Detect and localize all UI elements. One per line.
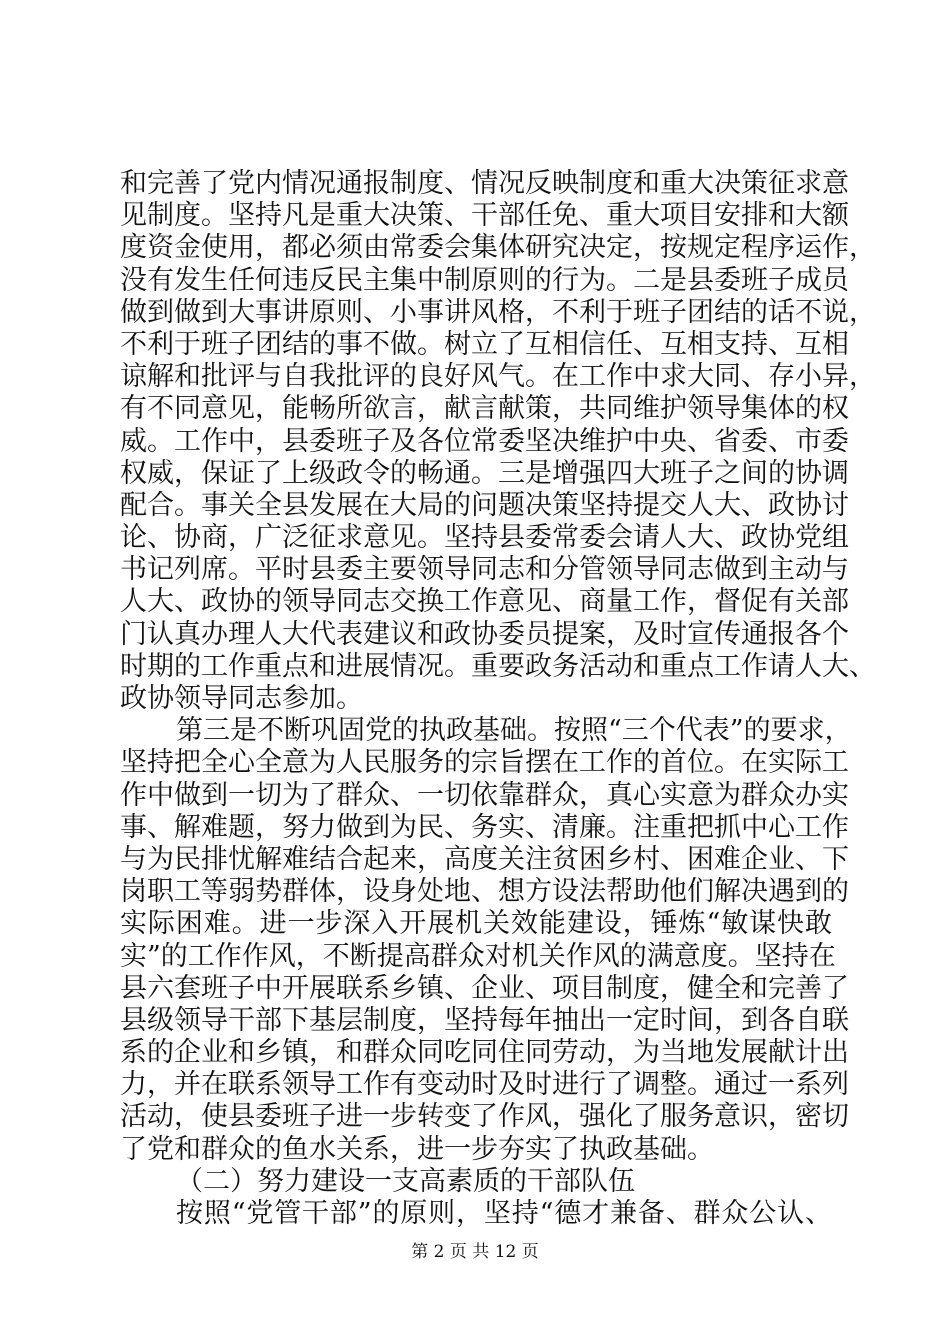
text-line: 事、解难题，努力做到为民、务实、清廉。注重把抓中心工作: [120, 811, 849, 843]
paragraph-first-line: 第三是不断巩固党的执政基础。按照“三个代表”的要求，: [176, 715, 852, 747]
text-line: 坚持把全心全意为人民服务的宗旨摆在工作的首位。在实际工: [120, 747, 849, 779]
text-line: 谅解和批评与自我批评的良好风气。在工作中求大同、存小异，: [120, 361, 876, 393]
text-line: 时期的工作重点和进展情况。重要政务活动和重点工作请人大、: [120, 650, 876, 682]
text-line: 做到做到大事讲原则、小事讲风格，不利于班子团结的话不说，: [120, 296, 876, 328]
paragraph-first-line: 按照“党管干部”的原则，坚持“德才兼备、群众公认、: [176, 1198, 832, 1229]
body-text: [120, 168, 876, 1230]
section-heading: （二）努力建设一支高素质的干部队伍: [176, 1165, 635, 1197]
text-line: 和完善了党内情况通报制度、情况反映制度和重大决策征求意: [120, 168, 849, 199]
text-line: 实”的工作作风，不断提高群众对机关作风的满意度。坚持在: [120, 940, 836, 972]
text-line: 作中做到一切为了群众、一切依靠群众，真心实意为群众办实: [120, 779, 849, 811]
text-line: 门认真办理人大代表建议和政协委员提案，及时宣传通报各个: [120, 618, 849, 650]
text-line: 县六套班子中开展联系乡镇、企业、项目制度，健全和完善了: [120, 972, 849, 1004]
text-line: 系的企业和乡镇，和群众同吃同住同劳动，为当地发展献计出: [120, 1037, 849, 1069]
text-line: 书记列席。平时县委主要领导同志和分管领导同志做到主动与: [120, 554, 849, 586]
text-line: 不利于班子团结的事不做。树立了互相信任、互相支持、互相: [120, 328, 849, 360]
text-line: 度资金使用，都必须由常委会集体研究决定，按规定程序运作，: [120, 232, 876, 264]
text-line: 论、协商，广泛征求意见。坚持县委常委会请人大、政协党组: [120, 522, 849, 554]
text-line: 威。工作中，县委班子及各位常委坚决维护中央、省委、市委: [120, 425, 849, 457]
paragraph-end-line: 了党和群众的鱼水关系，进一步夯实了执政基础。: [120, 1133, 714, 1165]
text-line: 岗职工等弱势群体，设身处地、想方设法帮助他们解决遇到的: [120, 876, 849, 908]
text-line: 有不同意见，能畅所欲言，献言献策，共同维护领导集体的权: [120, 393, 849, 425]
paragraph-end-line: 政协领导同志参加。: [120, 683, 363, 714]
text-line: 县级领导干部下基层制度，坚持每年抽出一定时间，到各自联: [120, 1004, 849, 1036]
text-line: 配合。事关全县发展在大局的问题决策坚持提交人大、政协讨: [120, 489, 849, 521]
page-footer: 第 2 页 共 12 页: [411, 1242, 539, 1262]
text-line: 活动，使县委班子进一步转变了作风，强化了服务意识，密切: [120, 1101, 849, 1133]
text-line: 见制度。坚持凡是重大决策、干部任免、重大项目安排和大额: [120, 200, 849, 232]
text-line: 权威，保证了上级政令的畅通。三是增强四大班子之间的协调: [120, 457, 849, 489]
text-line: 没有发生任何违反民主集中制原则的行为。二是县委班子成员: [120, 264, 849, 296]
text-line: 人大、政协的领导同志交换工作意见、商量工作，督促有关部: [120, 586, 849, 618]
text-line: 与为民排忧解难结合起来，高度关注贫困乡村、困难企业、下: [120, 843, 849, 875]
text-line: 力，并在联系领导工作有变动时及时进行了调整。通过一系列: [120, 1069, 849, 1101]
text-line: 实际困难。进一步深入开展机关效能建设，锤炼“敏谋快敢: [120, 908, 832, 940]
